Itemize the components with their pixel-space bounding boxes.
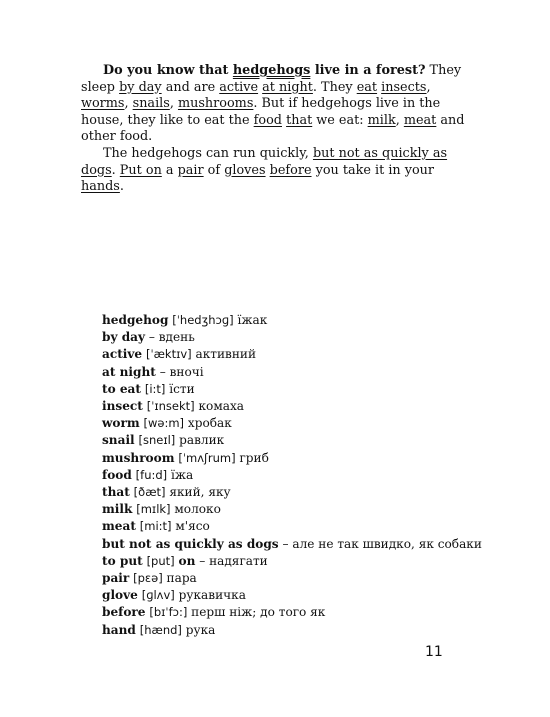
vocab-translation: активний (191, 347, 257, 362)
vocab-row (102, 415, 482, 432)
keyword-food: food (253, 112, 282, 128)
reading-text (81, 63, 475, 196)
vocab-transcription: [fu:d] (135, 467, 168, 482)
vocab-word: hand (102, 622, 136, 637)
vocab-transcription: [mɪlk] (136, 502, 171, 517)
vocab-translation: гриб (235, 450, 269, 465)
keyword-mushrooms: mushrooms (177, 96, 254, 112)
vocabulary-list (102, 312, 482, 639)
text-run: of (203, 162, 225, 178)
text-run: you take it in your (311, 162, 435, 178)
keyword-eat: eat (356, 79, 378, 95)
vocab-row (102, 553, 482, 570)
vocab-translation: перш ніж; до того як (187, 605, 326, 620)
vocab-word: meat (102, 519, 136, 534)
vocab-row (102, 398, 482, 415)
vocab-row (102, 484, 482, 501)
vocab-translation: молоко (170, 502, 221, 517)
vocab-transcription: [ðæt] (133, 485, 166, 500)
vocab-word: before (102, 605, 146, 620)
vocab-word: that (102, 485, 130, 500)
paragraph-2 (81, 146, 475, 196)
vocab-translation: – надягати (195, 553, 268, 568)
page-number: 11 (425, 644, 443, 660)
vocab-transcription: [bɪˈfɔ:] (149, 605, 188, 620)
vocab-word: to put (102, 553, 143, 568)
vocab-row (102, 312, 482, 329)
keyword-meat: meat (403, 112, 437, 128)
keyword-hands: hands (81, 179, 120, 195)
keyword-before: before (269, 162, 312, 178)
text-run: , (169, 96, 178, 112)
vocab-transcription: [ˈmʌʃrum] (178, 450, 236, 465)
vocab-transcription: [ˈæktɪv] (145, 347, 192, 362)
vocab-translation: який, яку (165, 485, 231, 500)
vocab-translation: – вночі (155, 364, 204, 379)
text-run: . (111, 162, 120, 178)
keyword-worms: worms (81, 96, 125, 112)
vocab-translation: їжак (233, 313, 268, 327)
vocab-transcription: [ɡlʌv] (141, 588, 175, 603)
vocab-transcription: [sneɪl] (138, 433, 176, 448)
question-part: Do you know that (103, 63, 233, 78)
vocab-word: to eat (102, 381, 141, 396)
vocab-translation: їсти (165, 381, 195, 396)
text-run: a (161, 162, 178, 178)
text-run: , (124, 96, 133, 112)
vocab-row (102, 450, 482, 467)
keyword-not-as-quickly: but not as quickly as dogs (81, 145, 448, 178)
vocab-translation: – але не так швидко, як собаки (278, 536, 482, 551)
text-run: , (395, 112, 404, 128)
vocab-row (102, 570, 482, 587)
question-part: live in a forest? (310, 63, 426, 78)
vocab-transcription: [mi:t] (139, 519, 172, 534)
vocab-word: active (102, 347, 143, 362)
vocab-word: hedgehog (102, 313, 169, 327)
keyword-hedgehogs: hedgehogs (232, 63, 311, 78)
vocab-row (102, 364, 482, 381)
text-run: They sleep (81, 63, 462, 95)
vocab-word: insect (102, 399, 143, 414)
vocab-translation: їжа (167, 467, 194, 482)
vocab-row (102, 536, 482, 553)
vocab-row (102, 432, 482, 449)
vocab-word: snail (102, 433, 135, 448)
vocab-row (102, 467, 482, 484)
vocab-translation: м'ясо (171, 519, 210, 534)
vocab-row (102, 329, 482, 346)
vocab-translation: пара (162, 571, 197, 586)
text-run: . (119, 179, 124, 195)
text-run: . They (312, 79, 357, 95)
vocab-word: at night (102, 364, 156, 379)
vocab-translation: хробак (184, 416, 232, 431)
text-run: we eat: (312, 112, 368, 128)
keyword-insects: insects (381, 79, 427, 95)
text-run: , (426, 79, 431, 95)
vocab-transcription: [pɛə] (133, 571, 163, 586)
keyword-put-on: Put on (119, 162, 162, 178)
vocab-transcription: [i:t] (144, 381, 166, 396)
vocab-transcription: [put] (146, 553, 175, 568)
text-run: and are (161, 79, 220, 95)
vocab-translation: комаха (194, 399, 244, 414)
vocab-row (102, 346, 482, 363)
vocab-word: food (102, 467, 132, 482)
vocab-word: glove (102, 588, 138, 603)
vocab-row (102, 622, 482, 639)
vocab-word: worm (102, 416, 140, 431)
text-run: . But if hedgehogs live in the house, they like to eat the (81, 96, 441, 128)
vocab-word: by day (102, 330, 146, 345)
keyword-at-night: at night (262, 79, 313, 95)
keyword-snails: snails (132, 96, 170, 112)
vocab-row (102, 518, 482, 535)
vocab-translation: равлик (175, 433, 225, 448)
vocab-transcription: [wə:m] (143, 416, 185, 431)
question-sentence (103, 63, 425, 78)
vocab-word-particle: on (178, 553, 196, 568)
vocab-word: mushroom (102, 450, 175, 465)
vocab-transcription: [ˈɪnsekt] (146, 399, 195, 414)
vocab-transcription: [ˈhedʒhɔɡ] (172, 313, 234, 327)
paragraph-1 (81, 63, 475, 146)
vocab-row (102, 587, 482, 604)
vocab-translation: – вдень (145, 330, 195, 345)
keyword-by-day: by day (119, 79, 162, 95)
vocab-row (102, 501, 482, 518)
keyword-that: that (286, 112, 313, 128)
text-run: The hedgehogs can run quickly, (103, 145, 313, 161)
keyword-active: active (219, 79, 259, 95)
vocab-word: but not as quickly as dogs (102, 536, 279, 551)
vocab-transcription: [hænd] (139, 622, 182, 637)
keyword-milk: milk (367, 112, 396, 128)
vocab-word: milk (102, 502, 133, 517)
text-run: and other food. (81, 112, 465, 145)
vocab-translation: рука (181, 622, 216, 637)
vocab-row (102, 381, 482, 398)
keyword-pair: pair (177, 162, 204, 178)
vocab-translation: рукавичка (174, 588, 246, 603)
vocab-word: pair (102, 571, 130, 586)
keyword-gloves: gloves (224, 162, 266, 178)
vocab-row (102, 604, 482, 621)
